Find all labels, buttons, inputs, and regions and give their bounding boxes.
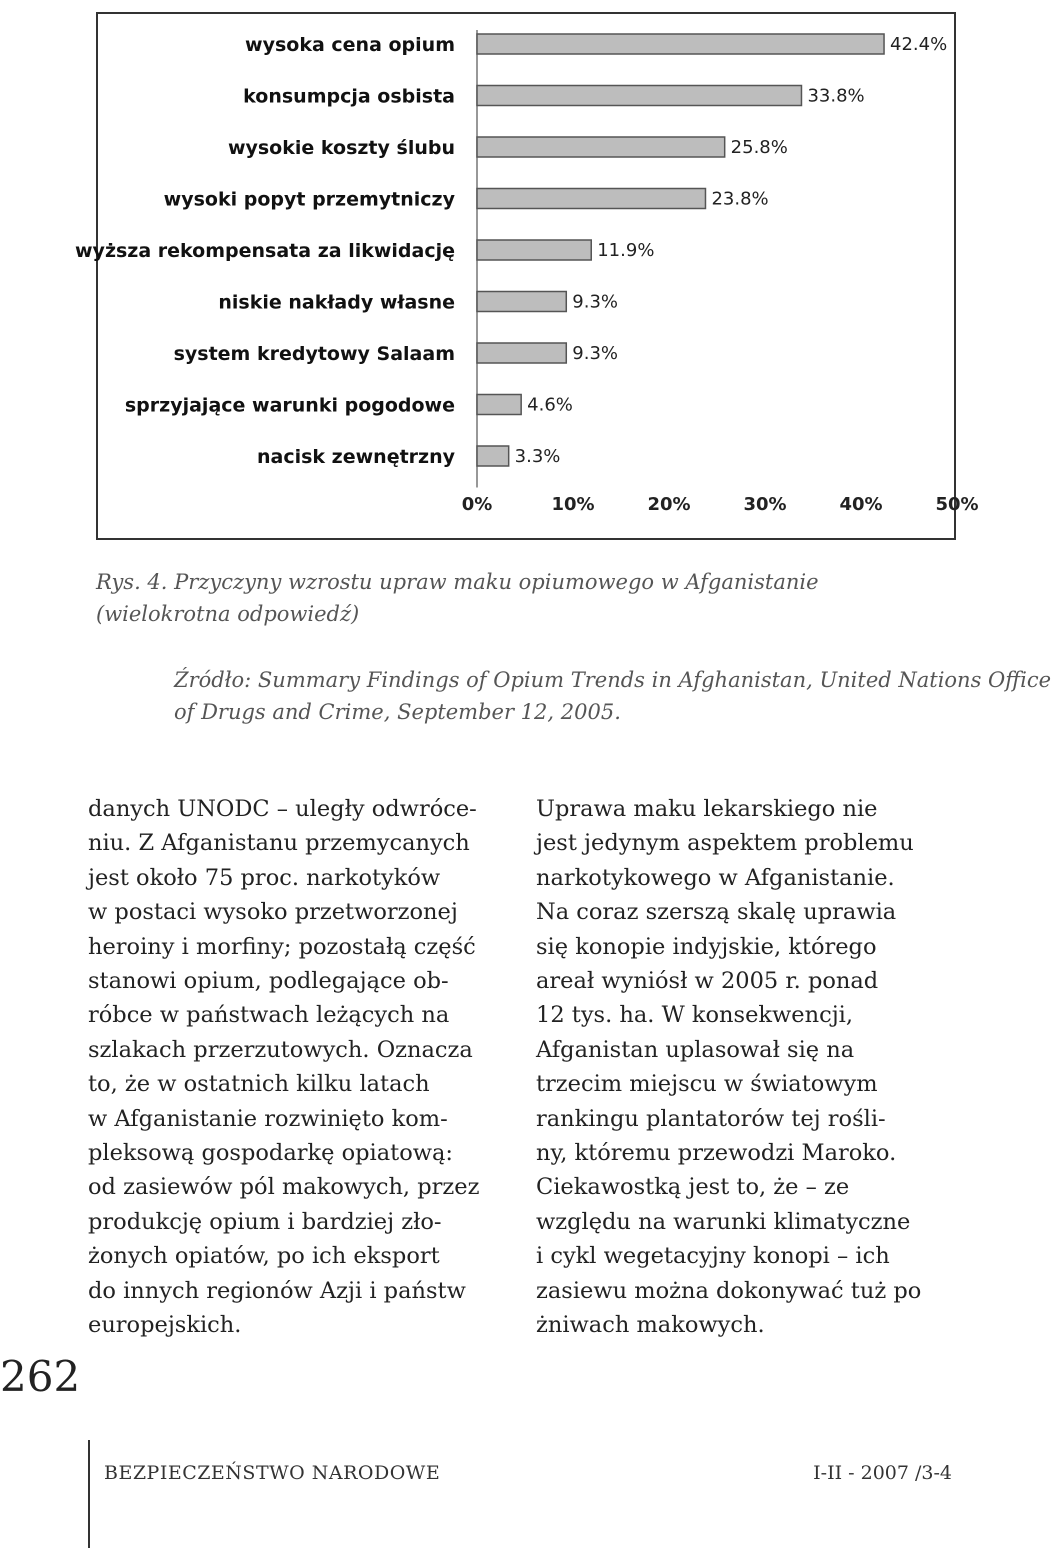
bar — [477, 446, 509, 466]
body-text-line-left: róbce w państwach leżących na — [88, 1002, 450, 1029]
category-label: wyższa rekompensata za likwidację — [75, 240, 455, 262]
category-label: konsumpcja osbista — [243, 85, 455, 108]
x-tick-label: 30% — [743, 494, 787, 515]
body-text-line-right: się konopie indyjskie, którego — [536, 933, 877, 960]
figure-caption-line: (wielokrotna odpowiedź) — [96, 602, 360, 626]
figure-caption — [96, 566, 956, 630]
data-label: 23.8% — [711, 188, 769, 210]
body-text-line-left: szlakach przerzutowych. Oznacza — [88, 1036, 473, 1063]
body-text-line-left: żonych opiatów, po ich eksport — [88, 1243, 440, 1270]
body-text-line-right: 12 tys. ha. W konsekwencji, — [536, 1002, 854, 1029]
body-text-line-right: narkotykowego w Afganistanie. — [536, 864, 895, 891]
body-text-line-right: areał wyniósł w 2005 r. ponad — [536, 968, 879, 995]
body-text-line-right: rankingu plantatorów tej rośli- — [536, 1105, 886, 1132]
footer-issue-number: I-II - 2007 /3-4 — [813, 1462, 952, 1484]
body-text-line-left: to, że w ostatnich kilku latach — [88, 1071, 430, 1098]
footer-divider — [88, 1440, 90, 1548]
body-text-line-left: do innych regionów Azji i państw — [88, 1277, 466, 1304]
data-label: 4.6% — [527, 394, 573, 416]
body-text-line-left: danych UNODC – uległy odwróce- — [88, 796, 477, 822]
category-label: niskie nakłady własne — [218, 291, 455, 314]
body-text-line-left: pleksową gospodarkę opiatową: — [88, 1140, 453, 1167]
body-text-line-left: stanowi opium, podlegające ob- — [88, 968, 449, 995]
body-text-line-left: w Afganistanie rozwinięto kom- — [88, 1105, 448, 1132]
body-text-line-right: Ciekawostką jest to, że – ze — [536, 1174, 850, 1201]
body-text-line-right: ny, któremu przewodzi Maroko. — [536, 1140, 897, 1167]
body-column-left — [88, 792, 508, 1343]
data-label: 3.3% — [514, 446, 561, 467]
body-text-line-right: i cykl wegetacyjny konopi – ich — [536, 1243, 890, 1270]
body-text-line-left: w postaci wysoko przetworzonej — [88, 899, 458, 926]
source-caption — [96, 664, 1051, 728]
bar — [477, 189, 705, 209]
body-text-line-right: zasiewu można dokonywać tuż po — [536, 1277, 922, 1304]
data-label: 9.3% — [572, 343, 619, 364]
x-tick-label: 40% — [839, 494, 883, 515]
x-tick-label: 50% — [935, 494, 979, 515]
bar — [477, 395, 521, 415]
bar — [477, 86, 801, 106]
body-text-line-right: względu na warunki klimatyczne — [536, 1208, 911, 1235]
body-text-line-left: heroiny i morfiny; pozostałą część — [88, 933, 476, 960]
body-text-line-right: Na coraz szerszą skalę uprawia — [536, 899, 897, 926]
body-text-line-left: od zasiewów pól makowych, przez — [88, 1174, 480, 1201]
body-text-line-right: trzecim miejscu w światowym — [536, 1071, 878, 1098]
bar — [477, 240, 591, 260]
source-caption-line: of Drugs and Crime, September 12, 2005. — [174, 700, 621, 724]
category-label: wysoka cena opium — [245, 34, 455, 56]
body-text-line-left: niu. Z Afganistanu przemycanych — [88, 830, 470, 857]
page-number: 262 — [0, 1352, 81, 1401]
body-text-line-left: produkcję opium i bardziej zło- — [88, 1208, 442, 1235]
data-label: 25.8% — [730, 137, 788, 158]
body-text-line-right: Uprawa maku lekarskiego nie — [536, 796, 878, 822]
category-label: sprzyjające warunki pogodowe — [124, 394, 455, 417]
data-label: 11.9% — [597, 240, 655, 261]
bar — [477, 34, 884, 54]
body-text-line-right: jest jedynym aspektem problemu — [536, 830, 914, 857]
footer-journal-title: BEZPIECZEŃSTWO NARODOWE — [104, 1462, 441, 1484]
category-label: wysokie koszty ślubu — [227, 137, 455, 159]
category-label: wysoki popyt przemytniczy — [163, 188, 455, 211]
body-text-line-left: europejskich. — [88, 1312, 242, 1339]
data-label: 9.3% — [572, 291, 619, 313]
data-label: 33.8% — [807, 85, 865, 107]
body-text-line-left: jest około 75 proc. narkotyków — [88, 864, 441, 891]
bar-chart — [75, 14, 979, 538]
data-label: 42.4% — [890, 34, 948, 55]
x-tick-label: 20% — [647, 494, 691, 515]
source-caption-line: Źródło: Summary Findings of Opium Trends in Afghanistan, United Nations Office — [174, 668, 1051, 692]
category-label: system kredytowy Salaam — [173, 343, 455, 365]
body-text-line-right: żniwach makowych. — [536, 1312, 765, 1339]
chart-frame — [75, 12, 979, 540]
category-label: nacisk zewnętrzny — [256, 446, 455, 468]
x-tick-label: 10% — [551, 494, 595, 515]
body-column-right — [536, 792, 956, 1343]
bar — [477, 292, 566, 312]
bar — [477, 343, 566, 363]
body-text-line-right: Afganistan uplasował się na — [536, 1036, 855, 1063]
bar — [477, 137, 725, 157]
x-tick-label: 0% — [461, 494, 493, 515]
figure-caption-line: Rys. 4. Przyczyny wzrostu upraw maku opiumowego w Afganistanie — [96, 570, 819, 594]
